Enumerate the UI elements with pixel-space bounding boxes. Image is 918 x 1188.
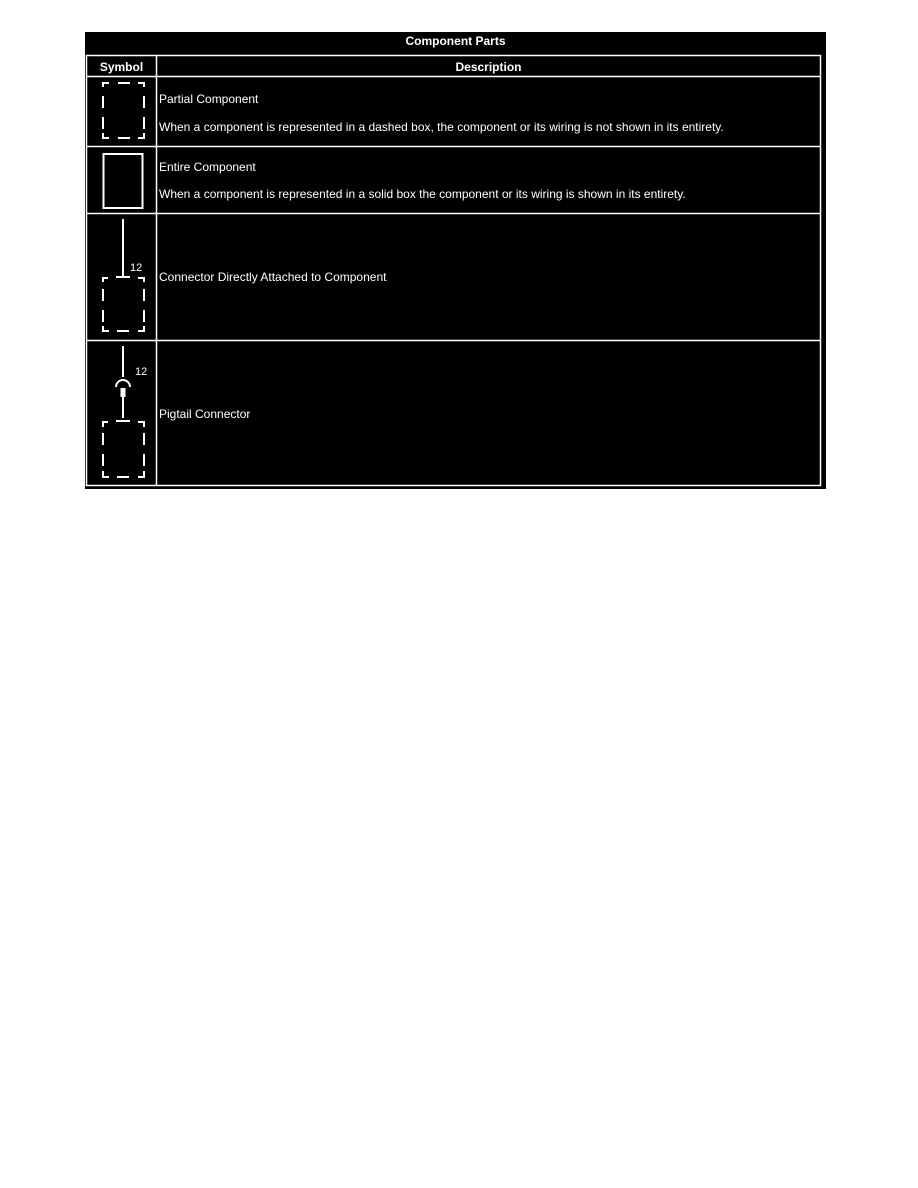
row-title: Entire Component	[159, 160, 256, 174]
pin-number-label: 12	[130, 262, 143, 274]
partial-component-icon	[103, 83, 144, 138]
row-title: Connector Directly Attached to Component	[159, 270, 387, 284]
row-title: Partial Component	[159, 92, 259, 106]
entire-component-icon	[104, 154, 143, 208]
row-detail: When a component is represented in a solid box the component or its wiring is shown in its entirety.	[159, 187, 686, 201]
header-description: Description	[455, 60, 522, 74]
direct-connector-icon	[103, 219, 144, 331]
table-title: Component Parts	[405, 34, 506, 48]
header-symbol: Symbol	[99, 60, 144, 74]
pin-number-label: 12	[135, 366, 148, 378]
row-detail: When a component is represented in a dashed box, the component or its wiring is not shown in its entirety.	[159, 120, 724, 134]
row-title: Pigtail Connector	[159, 407, 251, 421]
component-parts-table	[85, 32, 826, 489]
